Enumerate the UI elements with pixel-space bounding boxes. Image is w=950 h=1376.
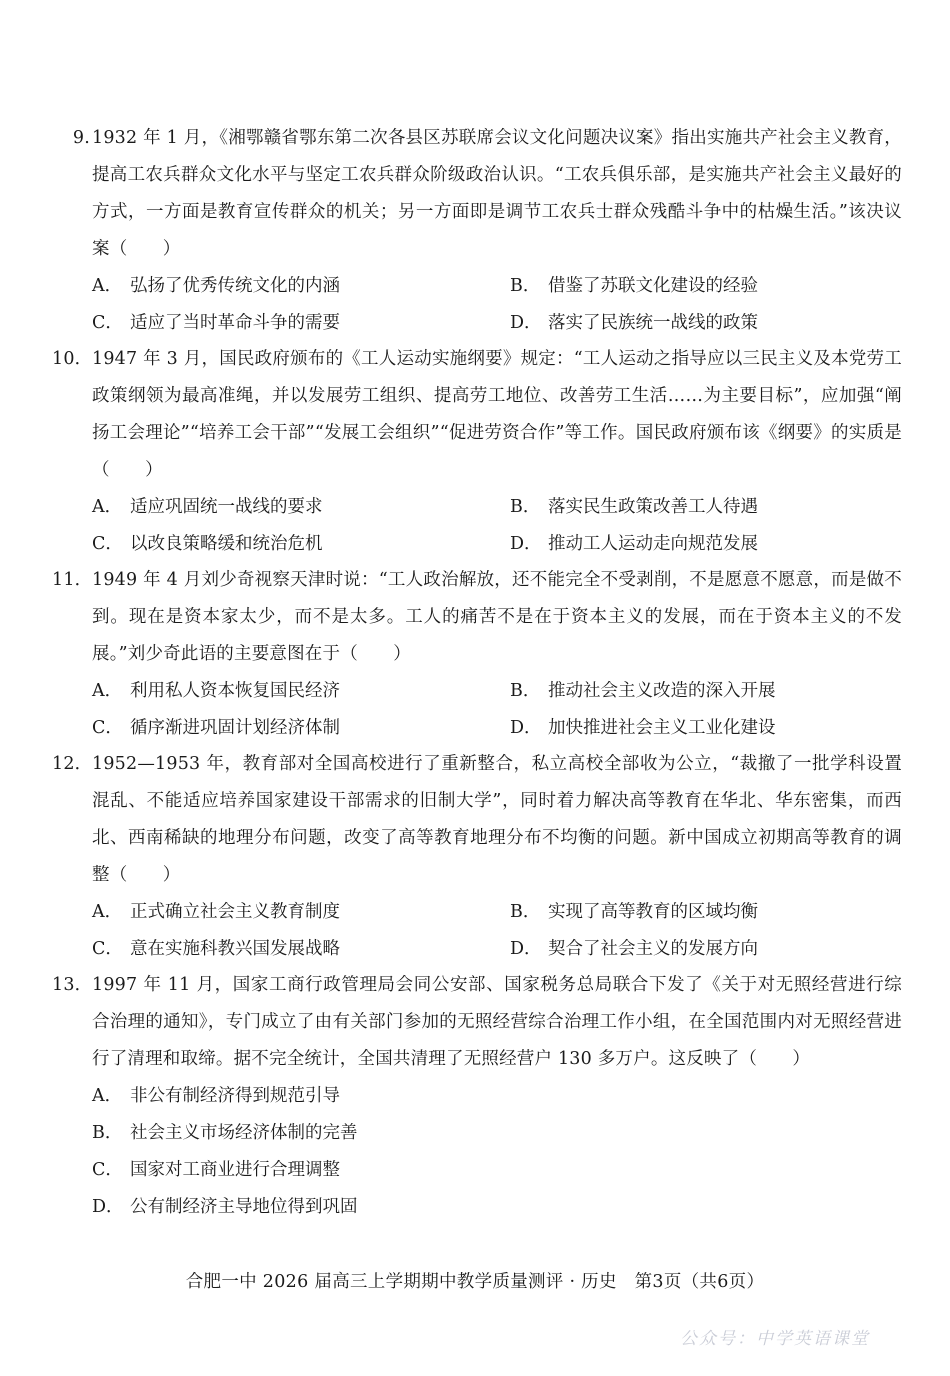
watermark: 公众号：中学英语课堂 (680, 1329, 870, 1349)
option-c (92, 305, 510, 342)
option-b (510, 268, 928, 305)
question-number: 11． (52, 570, 93, 590)
option-letter: A． (92, 276, 123, 296)
options (52, 489, 902, 563)
option-text: 借鉴了苏联文化建设的经验 (548, 276, 758, 296)
question-text: 1949 年 4 月刘少奇视察天津时说：“工人政治解放，还不能完全不受剥削，不是愿意不愿意，而是做不到。现在是资本家太少，而不是太多。工人的痛苦不是在于资本主义的发展，而在于资本主义的不发展。”刘少奇此语的主要意图在于（ ） (92, 570, 902, 664)
option-text: 以改良策略缓和统治危机 (130, 534, 323, 554)
option-letter: D． (510, 939, 542, 959)
option-d (510, 305, 928, 342)
option-d (510, 710, 928, 747)
option-a (92, 1078, 928, 1115)
option-letter: C． (92, 1160, 123, 1180)
option-text: 公有制经济主导地位得到巩固 (130, 1197, 358, 1217)
question-text: 1997 年 11 月，国家工商行政管理局会同公安部、国家税务总局联合下发了《关于对无照经营进行综合治理的通知》，专门成立了由有关部门参加的无照经营综合治理工作小组，在全国范围内对无照经营进行了清理和取缔。据不完全统计，全国共清理了无照经营户 130 多万户。这反映了（ ） (92, 975, 902, 1069)
option-text: 落实了民族统一战线的政策 (548, 313, 758, 333)
options (52, 894, 902, 968)
option-letter: C． (92, 313, 123, 333)
option-c (92, 526, 510, 563)
option-text: 推动社会主义改造的深入开展 (548, 681, 776, 701)
option-letter: B． (510, 681, 541, 701)
question-stem (52, 562, 902, 673)
option-b (510, 894, 928, 931)
question-9 (52, 120, 902, 342)
option-text: 加快推进社会主义工业化建设 (548, 718, 776, 738)
question-13 (52, 967, 902, 1226)
option-letter: A． (92, 681, 123, 701)
option-b (92, 1115, 928, 1152)
question-number: 12． (52, 754, 93, 774)
option-text: 非公有制经济得到规范引导 (130, 1086, 340, 1106)
option-c (92, 710, 510, 747)
option-letter: B． (510, 902, 541, 922)
question-stem (52, 341, 902, 489)
option-a (92, 489, 510, 526)
option-text: 弘扬了优秀传统文化的内涵 (130, 276, 340, 296)
option-d (510, 931, 928, 968)
option-letter: C． (92, 534, 123, 554)
option-d (510, 526, 928, 563)
question-text: 1952—1953 年，教育部对全国高校进行了重新整合，私立高校全部收为公立，“裁撤了一批学科设置混乱、不能适应培养国家建设干部需求的旧制大学”，同时着力解决高等教育在华北、华东密集，而西北、西南稀缺的地理分布问题，改变了高等教育地理分布不均衡的问题。新中国成立初期高等教育的调整（ ） (92, 754, 902, 885)
options (52, 268, 902, 342)
option-letter: A． (92, 1086, 123, 1106)
page-footer: 合肥一中 2026 届高三上学期期中教学质量测评 · 历史 第3页（共6页） (185, 1272, 765, 1292)
option-letter: C． (92, 718, 123, 738)
option-letter: A． (92, 497, 123, 517)
question-number: 10． (52, 349, 93, 369)
option-b (510, 673, 928, 710)
question-11 (52, 562, 902, 747)
option-letter: A． (92, 902, 123, 922)
option-text: 循序渐进巩固计划经济体制 (130, 718, 340, 738)
option-text: 推动工人运动走向规范发展 (548, 534, 758, 554)
option-d (92, 1189, 928, 1226)
option-text: 国家对工商业进行合理调整 (130, 1160, 340, 1180)
question-number: 13． (52, 975, 93, 995)
question-number: 9. (72, 128, 90, 148)
option-text: 利用私人资本恢复国民经济 (130, 681, 340, 701)
option-text: 契合了社会主义的发展方向 (548, 939, 758, 959)
option-letter: D． (510, 534, 542, 554)
question-stem (52, 746, 902, 894)
option-text: 适应巩固统一战线的要求 (130, 497, 323, 517)
option-letter: B． (510, 497, 541, 517)
option-text: 适应了当时革命斗争的需要 (130, 313, 340, 333)
option-b (510, 489, 928, 526)
option-letter: D． (510, 718, 542, 738)
option-a (92, 894, 510, 931)
option-text: 实现了高等教育的区域均衡 (548, 902, 758, 922)
question-stem (52, 120, 902, 268)
option-text: 正式确立社会主义教育制度 (130, 902, 340, 922)
option-a (92, 673, 510, 710)
option-a (92, 268, 510, 305)
option-text: 意在实施科教兴国发展战略 (130, 939, 340, 959)
option-letter: D． (92, 1197, 124, 1217)
question-10 (52, 341, 902, 563)
option-letter: D． (510, 313, 542, 333)
option-c (92, 931, 510, 968)
option-text: 落实民生政策改善工人待遇 (548, 497, 758, 517)
options (52, 1078, 902, 1226)
option-letter: B． (92, 1123, 123, 1143)
question-text: 1947 年 3 月，国民政府颁布的《工人运动实施纲要》规定：“工人运动之指导应以三民主义及本党劳工政策纲领为最高准绳，并以发展劳工组织、提高劳工地位、改善劳工生活……为主要目标”，应加强“阐扬工会理论”“培养工会干部”“发展工会组织”“促进劳资合作”等工作。国民政府颁布该《纲要》的实质是（ ） (92, 349, 902, 480)
option-text: 社会主义市场经济体制的完善 (130, 1123, 358, 1143)
question-text: 1932 年 1 月，《湘鄂赣省鄂东第二次各县区苏联席会议文化问题决议案》指出实施共产社会主义教育，提高工农兵群众文化水平与坚定工农兵群众阶级政治认识。“工农兵俱乐部，是实施共产社会主义最好的方式，一方面是教育宣传群众的机关；另一方面即是调节工农兵士群众残酷斗争中的枯燥生活。”该决议案（ ） (92, 128, 902, 259)
option-c (92, 1152, 928, 1189)
option-letter: B． (510, 276, 541, 296)
question-stem (52, 967, 902, 1078)
options (52, 673, 902, 747)
option-letter: C． (92, 939, 123, 959)
question-12 (52, 746, 902, 968)
